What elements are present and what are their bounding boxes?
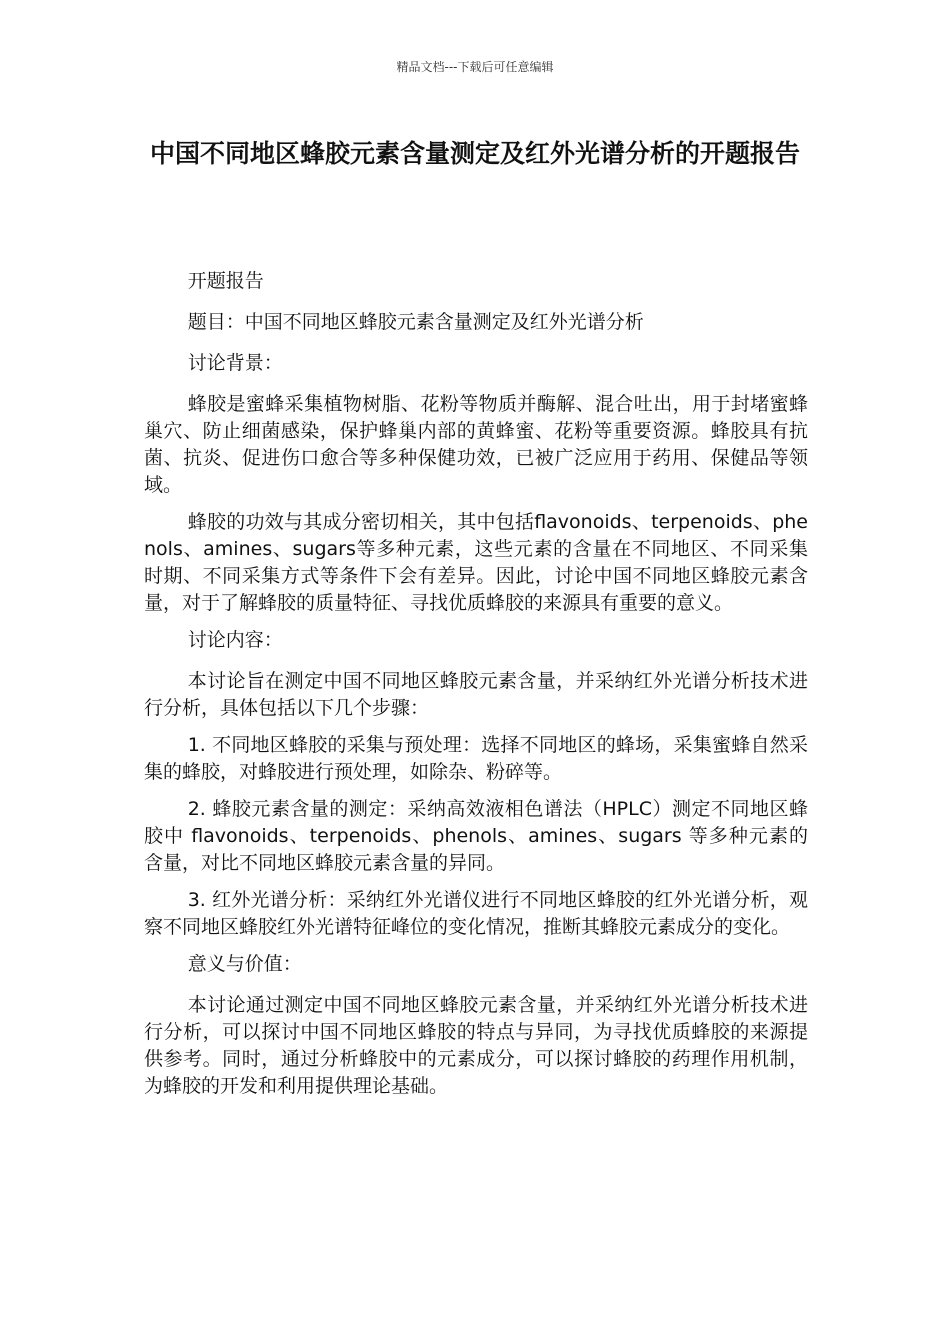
significance-heading: 意义与价值： [187, 953, 302, 975]
content-heading: 讨论内容： [187, 629, 283, 651]
background-paragraph-1: 蜂胶是蜜蜂采集植物树脂、花粉等物质并酶解、混合吐出，用于封堵蜜蜂巢穴、防止细菌感染，保护蜂巢内部的黄蜂蜜、花粉等重要资源。蜂胶具有抗菌、抗炎、促进伤口愈合等多种保健功效，已被广泛应用于药用、保健品等领域。 [144, 393, 808, 496]
step-2: 2. 蜂胶元素含量的测定：采纳高效液相色谱法（HPLC）测定不同地区蜂胶中 flavonoids、terpenoids、phenols、amines、sugars 等多种元素的含量，对比不同地区蜂胶元素含量的异同。 [144, 798, 808, 874]
background-heading: 讨论背景： [187, 352, 283, 374]
significance-paragraph: 本讨论通过测定中国不同地区蜂胶元素含量，并采纳红外光谱分析技术进行分析，可以探讨中国不同地区蜂胶的特点与异同，为寻找优质蜂胶的来源提供参考。同时，通过分析蜂胶中的元素成分，可以探讨蜂胶的药理作用机制，为蜂胶的开发和利用提供理论基础。 [144, 994, 808, 1097]
step-1: 1. 不同地区蜂胶的采集与预处理：选择不同地区的蜂场，采集蜜蜂自然采集的蜂胶，对蜂胶进行预处理，如除杂、粉碎等。 [144, 734, 808, 783]
background-paragraph-2: 蜂胶的功效与其成分密切相关，其中包括flavonoids、terpenoids、phenols、amines、sugars等多种元素，这些元素的含量在不同地区、不同采集时期、不同采集方式等条件下会有差异。因此，讨论中国不同地区蜂胶元素含量，对于了解蜂胶的质量特征、寻找优质蜂胶的来源具有重要的意义。 [144, 511, 808, 614]
topic-line: 题目：中国不同地区蜂胶元素含量测定及红外光谱分析 [187, 311, 644, 333]
report-label: 开题报告 [187, 270, 264, 292]
content-intro: 本讨论旨在测定中国不同地区蜂胶元素含量，并采纳红外光谱分析技术进行分析，具体包括以下几个步骤： [144, 670, 808, 719]
document-title: 中国不同地区蜂胶元素含量测定及红外光谱分析的开题报告 [149, 139, 800, 168]
step-3: 3. 红外光谱分析：采纳红外光谱仪进行不同地区蜂胶的红外光谱分析，观察不同地区蜂胶红外光谱特征峰位的变化情况，推断其蜂胶元素成分的变化。 [144, 889, 808, 938]
document-body [144, 268, 808, 1110]
header-watermark: 精品文档---下载后可任意编辑 [396, 60, 554, 74]
